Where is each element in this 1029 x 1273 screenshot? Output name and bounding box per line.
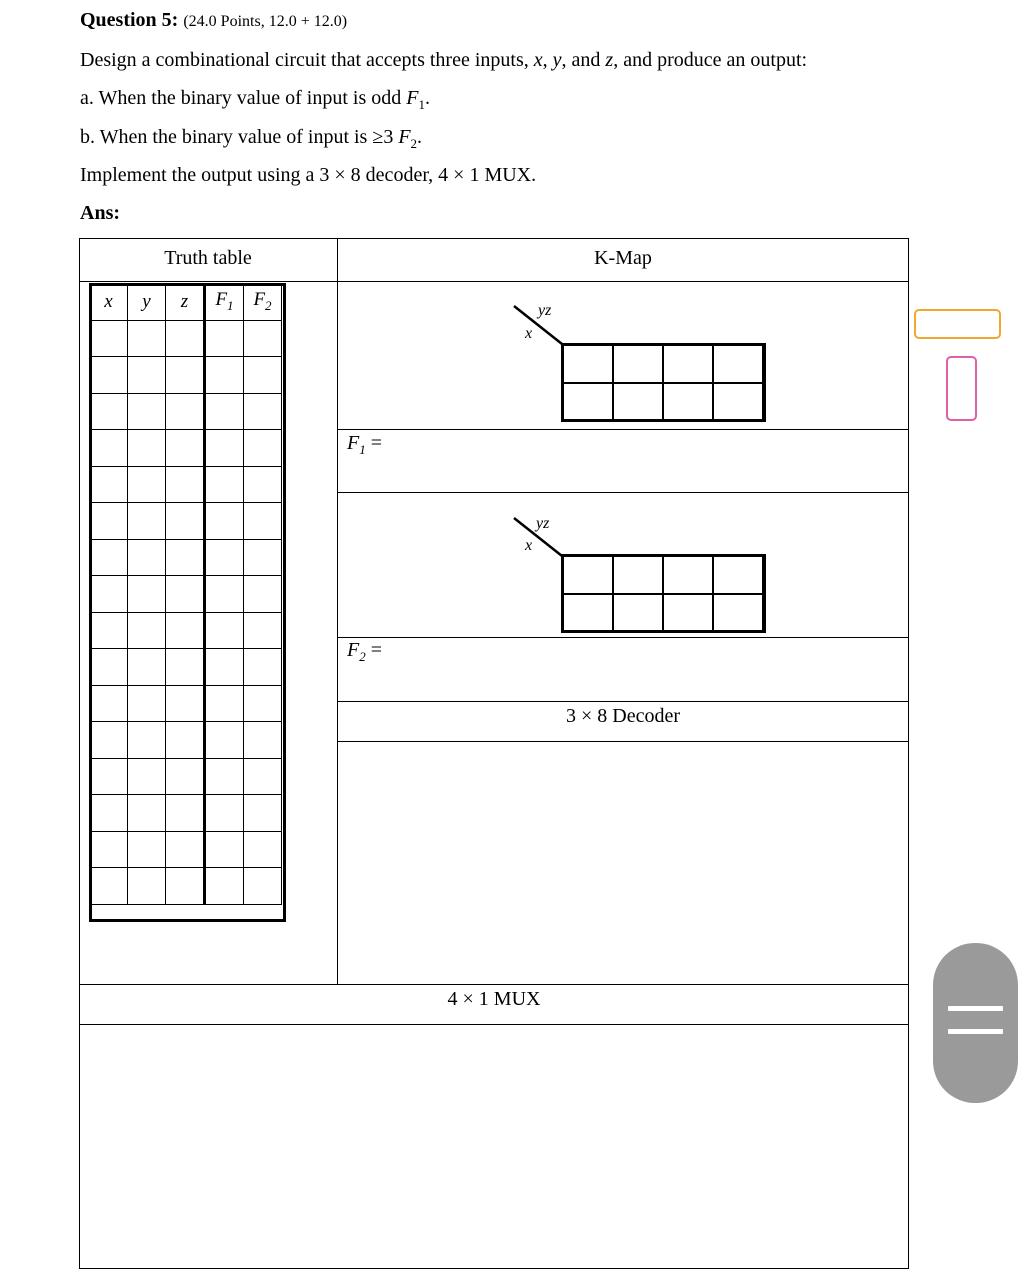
truth-table-cell[interactable] [166, 466, 205, 503]
part-a [80, 87, 430, 113]
truth-table-cell[interactable] [90, 649, 128, 686]
kmap1-col-var: yz [538, 302, 552, 319]
truth-table-cell[interactable] [128, 685, 166, 722]
kmap1-row [563, 383, 763, 421]
truth-table-cell[interactable] [166, 357, 205, 394]
truth-table-cell[interactable] [205, 539, 244, 576]
truth-table-cell[interactable] [90, 831, 128, 868]
table-row [90, 722, 282, 759]
truth-table-cell[interactable] [244, 685, 282, 722]
f2-letter: F [347, 639, 360, 661]
truth-table-cell[interactable] [205, 758, 244, 795]
truth-table-cell[interactable] [244, 430, 282, 467]
tt-col-f2 [244, 284, 282, 321]
prompt-end: , and produce an output: [613, 49, 808, 71]
kmap1-row-var: x [525, 325, 533, 342]
truth-table-cell[interactable] [90, 722, 128, 759]
kmap-header: K-Map [594, 247, 652, 269]
question-title: Question 5: [80, 9, 179, 31]
table-row [90, 539, 282, 576]
truth-table-cell[interactable] [128, 466, 166, 503]
truth-table-cell[interactable] [128, 795, 166, 832]
kmap-cell[interactable] [613, 594, 663, 632]
table-row [90, 576, 282, 613]
prompt-comma: , [542, 49, 553, 71]
truth-table-cell[interactable] [128, 393, 166, 430]
truth-table-cell[interactable] [244, 503, 282, 540]
truth-table-cell[interactable] [90, 320, 128, 357]
table-row [90, 357, 282, 394]
truth-table-cell[interactable] [205, 393, 244, 430]
truth-table-cell[interactable] [90, 685, 128, 722]
truth-table-cell[interactable] [205, 320, 244, 357]
truth-table-header-row [90, 284, 282, 321]
table-row [90, 430, 282, 467]
truth-table-cell[interactable] [128, 320, 166, 357]
truth-table-cell[interactable] [128, 430, 166, 467]
kmap-cell[interactable] [713, 594, 763, 632]
truth-table-cell[interactable] [244, 357, 282, 394]
truth-table-cell[interactable] [244, 722, 282, 759]
truth-table-cell[interactable] [205, 503, 244, 540]
truth-table-cell[interactable] [166, 722, 205, 759]
tt-col-f1-label: F [215, 289, 228, 311]
truth-table [89, 283, 282, 905]
truth-table-cell[interactable] [244, 649, 282, 686]
truth-table-cell[interactable] [244, 466, 282, 503]
tt-col-f1-sub: 1 [227, 298, 234, 314]
tt-col-f1 [205, 284, 244, 321]
kmap-cell[interactable] [713, 556, 763, 594]
truth-table-cell[interactable] [205, 722, 244, 759]
truth-table-cell[interactable] [128, 357, 166, 394]
mux-answer-area[interactable] [80, 1025, 908, 1268]
truth-table-cell[interactable] [166, 503, 205, 540]
kmap-cell[interactable] [563, 345, 613, 383]
table-row [90, 612, 282, 649]
truth-table-cell[interactable] [90, 357, 128, 394]
truth-table-cell[interactable] [166, 831, 205, 868]
truth-table-cell[interactable] [166, 539, 205, 576]
truth-table-cell[interactable] [205, 649, 244, 686]
drag-handle-bar-icon [948, 1006, 1003, 1011]
kmap-cell[interactable] [663, 594, 713, 632]
truth-table-cell[interactable] [128, 503, 166, 540]
f2-sub: 2 [359, 649, 366, 664]
kmap-cell[interactable] [613, 383, 663, 421]
truth-table-cell[interactable] [244, 320, 282, 357]
truth-table-cell[interactable] [244, 612, 282, 649]
truth-table-cell[interactable] [166, 320, 205, 357]
question-points: (24.0 Points, 12.0 + 12.0) [183, 13, 348, 30]
truth-table-cell[interactable] [128, 576, 166, 613]
truth-table-cell[interactable] [90, 795, 128, 832]
kmap2-divider [337, 637, 909, 638]
truth-table-cell[interactable] [205, 576, 244, 613]
truth-table-cell[interactable] [205, 466, 244, 503]
part-a-period: . [424, 87, 430, 109]
truth-table-cell[interactable] [244, 539, 282, 576]
part-b-sub: 2 [410, 136, 418, 151]
truth-table-cell[interactable] [244, 758, 282, 795]
part-b-text: b. When the binary value of input is ≥3 [80, 126, 399, 148]
table-row [90, 795, 282, 832]
truth-table-cell[interactable] [244, 795, 282, 832]
table-row [90, 649, 282, 686]
question-heading [80, 9, 347, 32]
truth-table-cell[interactable] [166, 393, 205, 430]
f1-divider [337, 492, 909, 493]
annotation-textbox-tool[interactable] [914, 309, 1001, 339]
kmap-cell[interactable] [663, 556, 713, 594]
table-row [90, 758, 282, 795]
table-row [90, 320, 282, 357]
truth-table-cell[interactable] [166, 868, 205, 905]
tt-col-f2-sub: 2 [265, 298, 272, 314]
kmap-cell[interactable] [613, 345, 663, 383]
kmap2-row [563, 556, 763, 594]
ans-label: Ans: [80, 202, 121, 224]
f1-letter: F [347, 432, 360, 454]
tt-col-y: y [128, 284, 166, 321]
truth-table-cell[interactable] [128, 612, 166, 649]
header-divider [79, 281, 909, 282]
truth-table-cell[interactable] [128, 649, 166, 686]
table-row [90, 831, 282, 868]
kmap1-grid [562, 344, 764, 422]
part-b-f: F [398, 126, 411, 148]
kmap-cell[interactable] [663, 383, 713, 421]
truth-table-cell[interactable] [166, 685, 205, 722]
truth-table-cell[interactable] [166, 758, 205, 795]
prompt-and: , and [561, 49, 606, 71]
table-row [90, 685, 282, 722]
kmap-cell[interactable] [563, 594, 613, 632]
f2-equals: = [370, 639, 382, 661]
truth-table-cell[interactable] [90, 612, 128, 649]
truth-table-cell[interactable] [166, 430, 205, 467]
truth-table-cell[interactable] [244, 831, 282, 868]
drag-handle[interactable] [933, 943, 1018, 1103]
kmap-cell[interactable] [563, 556, 613, 594]
truth-table-body [90, 320, 282, 904]
kmap2-row-var: x [525, 537, 533, 554]
part-a-sub: 1 [418, 97, 425, 112]
truth-table-cell[interactable] [128, 831, 166, 868]
kmap-cell[interactable] [713, 383, 763, 421]
truth-table-cell[interactable] [166, 795, 205, 832]
f1-equation[interactable] [347, 432, 382, 458]
truth-table-cell[interactable] [205, 795, 244, 832]
truth-table-cell[interactable] [90, 466, 128, 503]
truth-table-cell[interactable] [166, 612, 205, 649]
f1-equals: = [370, 432, 382, 454]
truth-table-cell[interactable] [205, 430, 244, 467]
truth-table-cell[interactable] [244, 576, 282, 613]
decoder-header: 3 × 8 Decoder [565, 705, 680, 727]
truth-table-cell[interactable] [205, 357, 244, 394]
mux-top-divider [79, 984, 909, 985]
decoder-answer-area[interactable] [338, 742, 908, 983]
f2-divider [337, 701, 909, 702]
truth-table-cell[interactable] [244, 393, 282, 430]
table-row [90, 868, 282, 905]
table-row [90, 503, 282, 540]
kmap-cell[interactable] [713, 345, 763, 383]
f2-equation[interactable] [347, 639, 382, 665]
kmap-cell[interactable] [613, 556, 663, 594]
implement-instruction: Implement the output using a 3 × 8 decoder, 4 × 1 MUX. [80, 164, 537, 186]
annotation-highlight-tool[interactable] [946, 356, 977, 421]
part-b-period: . [417, 126, 423, 148]
truth-table-cell[interactable] [205, 685, 244, 722]
truth-table-cell[interactable] [128, 722, 166, 759]
tt-col-x: x [90, 284, 128, 321]
truth-table-cell[interactable] [244, 868, 282, 905]
part-a-text: a. When the binary value of input is odd [80, 87, 407, 109]
var-z: z [605, 49, 614, 71]
truth-table-cell[interactable] [205, 831, 244, 868]
part-b [80, 126, 422, 152]
kmap2-row [563, 594, 763, 632]
tt-col-f2-label: F [253, 289, 266, 311]
truth-table-cell[interactable] [90, 758, 128, 795]
mux-header: 4 × 1 MUX [447, 988, 541, 1010]
kmap-cell[interactable] [663, 345, 713, 383]
truth-table-cell[interactable] [90, 503, 128, 540]
kmap1-row [563, 345, 763, 383]
truth-table-cell[interactable] [90, 430, 128, 467]
truth-table-header: Truth table [164, 247, 252, 269]
kmap2-grid [562, 555, 764, 633]
kmap-cell[interactable] [563, 383, 613, 421]
var-x: x [533, 49, 543, 71]
truth-table-cell[interactable] [90, 868, 128, 905]
truth-table-cell[interactable] [90, 393, 128, 430]
kmap1-divider [337, 429, 909, 430]
question-prompt [80, 49, 807, 72]
table-row [90, 393, 282, 430]
f1-sub: 1 [359, 442, 366, 457]
kmap2-col-var: yz [536, 515, 550, 532]
truth-table-cell[interactable] [128, 539, 166, 576]
truth-table-cell[interactable] [166, 576, 205, 613]
drag-handle-bar-icon [948, 1029, 1003, 1034]
prompt-start: Design a combinational circuit that accepts three inputs, [80, 49, 534, 71]
truth-table-cell[interactable] [205, 612, 244, 649]
truth-table-cell[interactable] [90, 576, 128, 613]
truth-table-cell[interactable] [166, 649, 205, 686]
truth-table-cell[interactable] [90, 539, 128, 576]
truth-table-cell[interactable] [205, 868, 244, 905]
var-y: y [552, 49, 562, 71]
truth-table-cell[interactable] [128, 868, 166, 905]
truth-table-cell[interactable] [128, 758, 166, 795]
table-row [90, 466, 282, 503]
tt-col-z: z [166, 284, 205, 321]
part-a-f: F [406, 87, 419, 109]
